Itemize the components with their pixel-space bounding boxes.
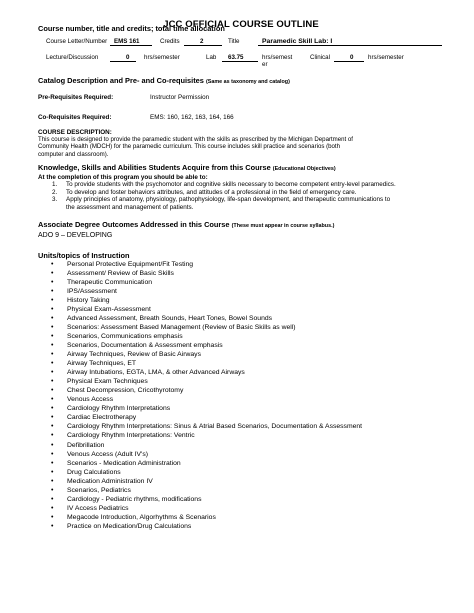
unit-item: • Assessment/ Review of Basic Skills [51,269,174,277]
lecture-unit: hrs/semester [144,54,180,61]
ado-heading-note: (These must appear in course syllabus.) [231,222,335,229]
unit-item: • Physical Exam Techniques [51,378,148,386]
catalog-heading-note: (Same as taxonomy and catalog) [205,79,290,85]
unit-item: • Scenarios, Pediatrics [51,486,131,494]
description-line: computer and classroom). [38,150,109,158]
title-label: Title [228,38,240,45]
unit-item: • Medication Administration IV [51,477,153,485]
lab-value: 63.75 [228,54,244,61]
course-info-row-1 [38,36,444,48]
coreq-row [38,114,444,123]
lab-unit-line1: hrs/semest [262,54,293,61]
unit-item: • Scenarios, Documentation & Assessment emphasis [51,342,223,350]
coreq-value: EMS: 160, 162, 163, 164, 166 [150,114,234,121]
credits-label: Credits [160,38,180,45]
prereq-row [38,94,444,103]
ksa-heading: Knowledge, Skills and Abilities Students Acquire from this Course (Educational Objectives) [38,163,336,173]
lecture-label: Lecture/Discussion [46,54,99,61]
unit-item: • Practice on Medication/Drug Calculations [51,522,192,530]
clinical-label: Clinical [310,54,330,61]
unit-item: • Advanced Assessment, Breath Sounds, Heart Tones, Bowel Sounds [51,314,273,322]
ado-heading: Associate Degree Outcomes Addressed in this Course (These must appear in course syllabus.) [38,219,335,229]
unit-item: • Scenarios, Communications emphasis [51,332,183,340]
lecture-value: 0 [126,54,130,61]
ksa-heading-note: (Educational Objectives) [272,166,336,173]
prereq-value: Instructor Permission [150,94,210,101]
prereq-label: Pre-Requisites Required: [38,94,114,101]
unit-item: • Cardiac Electrotherapy [51,414,137,422]
catalog-heading: Catalog Description and Pre- and Co-requisites (Same as taxonomy and catalog) [38,76,290,85]
clinical-value: 0 [350,54,354,61]
unit-item: • Cardiology - Pediatric rhythms, modifications [51,495,202,503]
unit-item: • Therapeutic Communication [51,278,153,286]
unit-item: • Cardiology Rhythm Interpretations [51,405,171,413]
unit-item: • Venous Access [51,396,114,404]
unit-item: • Cardiology Rhythm Interpretations: Sinus & Atrial Based Scenarios, Documentation & Assessment [51,423,363,431]
lab-label: Lab [206,54,217,61]
unit-item: • IPS/Assessment [51,287,117,295]
course-description-heading: COURSE DESCRIPTION: [38,129,112,136]
unit-item: • History Taking [51,296,110,304]
description-line: This course is designed to provide the paramedic student with the skills as prescribed by the Michigan Department of [38,136,354,143]
unit-item: • Chest Decompression, Cricothyrotomy [51,387,184,395]
unit-item: • Physical Exam-Assessment [51,305,151,313]
unit-item: • Drug Calculations [51,468,121,476]
unit-item: • Airway Techniques, Review of Basic Airways [51,351,201,359]
unit-item: • Scenarios: Assessment Based Management (Review of Basic Skills as well) [51,323,296,331]
document-title: JCC OFFICIAL COURSE OUTLINE [163,19,319,30]
unit-item: • Airway Intubations, EGTA, LMA, & other Advanced Airways [51,369,245,377]
objective-item: 2. To develop and foster behaviors attributes, and attitudes of a professional in the field of emergency care. [52,188,357,196]
lab-unit-line2: er [262,61,268,68]
unit-item: • IV Access Pediatrics [51,504,129,512]
units-list [38,260,444,531]
units-heading: Units/topics of Instruction [38,250,130,260]
clinical-unit: hrs/semester [368,54,404,61]
unit-item: • Defibrillation [51,441,105,449]
unit-item: • Venous Access (Adult IV's) [51,450,149,458]
unit-item: • Cardiology Rhythm Interpretations: Ventric [51,432,195,440]
ksa-subheading: At the completion of this program you should be able to: [38,174,208,182]
credits-value: 2 [200,38,204,45]
objectives-list [38,181,444,211]
course-description [38,136,444,158]
objective-item: 3. Apply principles of anatomy, physiology, pathophysiology, life-span development, and therapeutic communications to the assessment and management of patients. [52,196,391,211]
course-title-value: Paramedic Skill Lab: I [262,38,333,45]
course-info-heading: Course number, title and credits; total time allocation [38,24,225,33]
unit-item: • Scenarios - Medication Administration [51,459,181,467]
unit-item: • Airway Techniques, ET [51,360,137,368]
course-number-value: EMS 161 [114,38,140,45]
coreq-label: Co-Requisites Required: [38,114,112,121]
ado-value: ADO 9 – DEVELOPING [38,231,113,239]
unit-item: • Megacode Introduction, Algorhythms & Scenarios [51,513,216,521]
objective-item: 1. To provide students with the psychomotor and cognitive skills necessary to become competent entry-level paramedics. [52,181,396,189]
course-info-row-2 [38,50,444,70]
unit-item: • Personal Protective Equipment/Fit Testing [51,260,194,268]
description-line: Community Health (MDCH) for the paramedic curriculum. This course includes skill practice and scenarios (both [38,143,340,151]
course-number-label: Course Letter/Number [46,38,108,45]
